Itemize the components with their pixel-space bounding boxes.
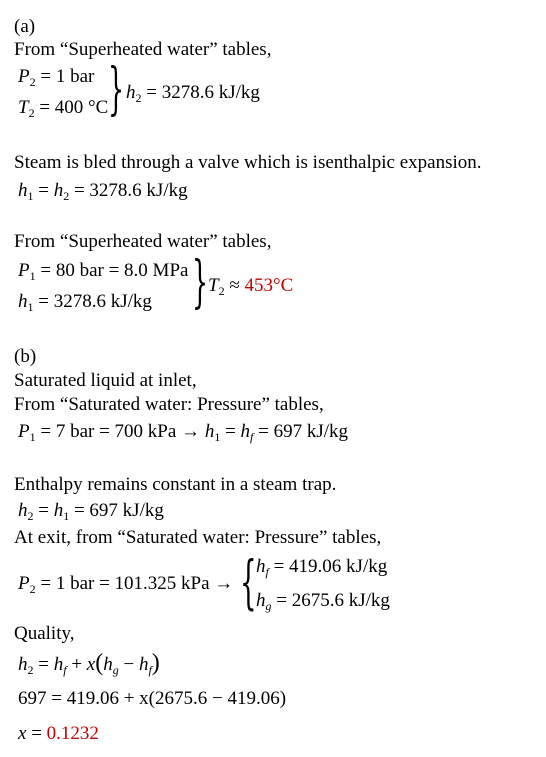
part-b-label: (b) [14,346,37,367]
part-a-h1: $h_1 = 3278.6$ kJ/kg [18,291,152,314]
part-b-eq3-hf: $h_f = 419.06$ kJ/kg [256,556,388,579]
part-a-line3: From “Superheated water” tables, [14,231,272,252]
part-a-h2: $h_2 = 3278.6$ kJ/kg [126,82,260,105]
part-b-eq2: $h_2 = h_1 = 697$ kJ/kg [18,500,164,523]
brace-right-icon-2: } [192,250,209,315]
part-b-eq3-p: $P_2 = 1$ bar = 101.325 kPa → [18,573,234,596]
part-a-label: (a) [14,16,36,37]
part-a-p1: $P_1 = 80$ bar = 8.0 MPa [18,260,189,283]
part-a-line1: From “Superheated water” tables, [14,39,272,60]
part-b-line1: Saturated liquid at inlet, [14,370,197,391]
part-a-eq2: $h_1 = h_2 = 3278.6$ kJ/kg [18,180,188,203]
brace-left-icon: { [240,548,257,616]
part-b-result: x = 0.1232 [18,723,99,744]
part-b-line3: Enthalpy remains constant in a steam trap. [14,474,337,495]
part-b-eq4: 697 = 419.06 + x(2675.6 − 419.06) [18,688,287,709]
part-b-quality-formula: $h_2 = h_f + x(h_g - h_f)$ [18,650,160,677]
part-a-p2: $P_2 = 1$ bar [18,66,95,89]
part-a-t2-result: $T_2 \approx 453^\circ C$ [208,275,294,298]
part-b-line4: At exit, from “Saturated water: Pressure” tables, [14,527,382,548]
part-b-eq1: $P_1 = 7$ bar = 700 kPa → $h_1 = h_f = 697$ kJ/kg [18,421,349,444]
part-b-line5: Quality, [14,623,75,644]
part-b-line2: From “Saturated water: Pressure” tables, [14,394,324,415]
part-a-t2: $T_2 = 400$ °C [18,97,109,120]
part-a-line2: Steam is bled through a valve which is isenthalpic expansion. [14,152,482,173]
brace-right-icon: } [108,57,125,122]
part-b-eq3-hg: $h_g = 2675.6$ kJ/kg [256,590,390,613]
